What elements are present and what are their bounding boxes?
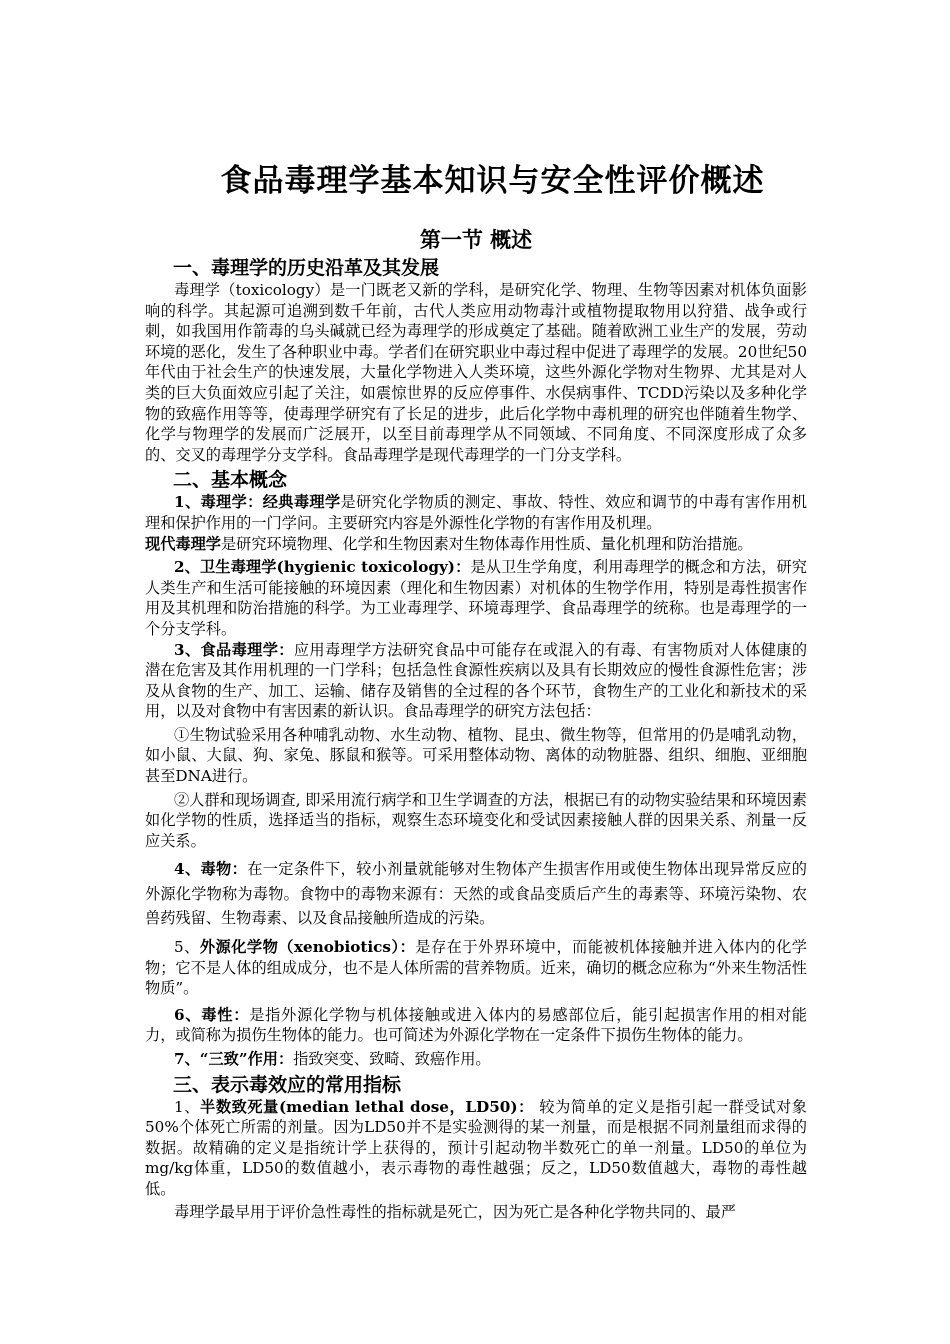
paragraph-concept-3-method-2: ②人群和现场调查, 即采用流行病学和卫生学调查的方法，根据已有的动物实验结果和环境因素如化学物的性质，选择适当的指标，观察生态环境变化和受试因素接触人群的因果关系、剂量一反应关系。 xyxy=(145,790,807,850)
paragraph-concept-7 xyxy=(145,1049,807,1070)
concept-3-term: 3、食品毒理学： xyxy=(174,640,294,659)
concept-4-term: 4、毒物： xyxy=(174,860,248,879)
paragraph-indicator-1 xyxy=(145,1097,807,1200)
paragraph-concept-6 xyxy=(145,1005,807,1046)
concept-1-term-modern: 现代毒理学 xyxy=(145,534,221,553)
concept-1-text: 是研究化学物质的测定、事故、特性、效应和调节的中毒有害作用机理和保护作用的一门学问。主要研究内容是外源性化学物的有害作用及机理。 xyxy=(145,493,807,532)
concept-5-term: 外源化学物（xenobiotics）： xyxy=(199,937,416,956)
concept-6-term: 6、毒性： xyxy=(174,1005,250,1024)
section-title: 第一节 概述 xyxy=(419,228,533,252)
document-body xyxy=(145,224,807,1223)
concept-7-term: 7、“三致”作用： xyxy=(174,1049,294,1068)
concept-5-text: 是存在于外界环境中，而能被机体接触并进入体内的化学物；它不是人体的组成成分，也不是人体所需的营养物质。近来，确切的概念应称为“外来生物活性物质”。 xyxy=(145,937,807,998)
document-title: 食品毒理学基本知识与安全性评价概述 xyxy=(220,163,765,199)
indicator-1-term: 半数致死量(median lethal dose，LD50)： xyxy=(200,1097,534,1116)
indicator-1-text: 较为简单的定义是指引起一群受试对象50%个体死亡所需的剂量。因为LD50并不是实验测得的某一剂量，而是根据不同剂量组而求得的数据。故精确的定义是指统计学上获得的，预计引起动物半数死亡的单一剂量。LD50的单位为mg/kg体重，LD50的数值越小，表示毒物的毒性越强；反之，LD50数值越大，毒物的毒性越低。 xyxy=(145,1097,807,1198)
paragraph-history: 毒理学（toxicology）是一门既老又新的学科，是研究化学、物理、生物等因素对机体负面影响的科学。其起源可追溯到数千年前，古代人类应用动物毒汁或植物提取物用以狩猎、战争或行刺，如我国用作箭毒的乌头碱就已经为毒理学的形成奠定了基础。随着欧洲工业生产的发展，劳动环境的恶化，发生了各种职业中毒。学者们在研究职业中毒过程中促进了毒理学的发展。20世纪50年代由于社会生产的快速发展，大量化学物进入人类环境，这些外源化学物对生物界、尤其是对人类的巨大负面效应引起了关注，如震惊世界的反应停事件、水俣病事件、TCDD污染以及多种化学物的致癌作用等等，使毒理学研究有了长足的进步，此后化学物中毒机理的研究也伴随着生物学、化学与物理学的发展而广泛展开，以至目前毒理学从不同领域、不同角度、不同深度形成了众多的、交叉的毒理学分支学科。食品毒理学是现代毒理学的一门分支学科。 xyxy=(145,281,807,464)
concept-6-text: 是指外源化学物与机体接触或进入体内的易感部位后，能引起损害作用的相对能力，或简称为损伤生物体的能力。也可简述为外源化学物在一定条件下损伤生物体的能力。 xyxy=(145,1005,807,1045)
concept-7-text: 指致突变、致畸、致癌作用。 xyxy=(293,1049,491,1068)
paragraph-concept-1 xyxy=(145,492,807,554)
concept-2-text: 是从卫生学角度，利用毒理学的概念和方法，研究人类生产和生活可能接触的环境因素（理化和生物因素）对机体的生物学作用，特别是毒性损害作用及其机理和防治措施的科学。为工业毒理学、环境毒理学、食品毒理学的统称。也是毒理学的一个分支学科。 xyxy=(145,558,807,638)
indicator-1-number: 1、 xyxy=(174,1097,201,1116)
concept-1-term: 1、毒理学：经典毒理学 xyxy=(174,493,341,512)
concept-1-text-modern: 是研究环境物理、化学和生物因素对生物体毒作用性质、量化机理和防治措施。 xyxy=(220,534,753,553)
paragraph-last: 毒理学最早用于评价急性毒性的指标就是死亡，因为死亡是各种化学物共同的、最严 xyxy=(174,1203,736,1222)
heading-history: 一、毒理学的历史沿革及其发展 xyxy=(173,257,440,279)
heading-basic-concepts: 二、基本概念 xyxy=(173,469,288,492)
paragraph-concept-5 xyxy=(145,937,807,999)
concept-2-term: 2、卫生毒理学(hygienic toxicology)： xyxy=(174,558,471,577)
paragraph-concept-4 xyxy=(145,857,807,931)
paragraph-concept-3 xyxy=(145,640,807,722)
concept-5-number: 5、 xyxy=(174,937,200,956)
concept-3-text: 应用毒理学方法研究食品中可能存在或混入的有毒、有害物质对人体健康的潜在危害及其作用机理的一门学科；包括急性食源性疾病以及具有长期效应的慢性食源性危害；涉及从食物的生产、加工、运输、储存及销售的全过程的各个环节，食物生产的工业化和新技术的采用，以及对食物中有害因素的新认识。食品毒理学的研究方法包括： xyxy=(145,640,807,721)
paragraph-concept-3-method-1: ①生物试验采用各种哺乳动物、水生动物、植物、昆虫、微生物等，但常用的仍是哺乳动物，如小鼠、大鼠、狗、家兔、豚鼠和猴等。可采用整体动物、离体的动物脏器、组织、细胞、亚细胞甚至DNA进行。 xyxy=(145,725,807,786)
paragraph-concept-2 xyxy=(145,557,807,639)
heading-toxicity-indicators: 三、表示毒效应的常用指标 xyxy=(173,1073,402,1096)
concept-4-text: 在一定条件下，较小剂量就能够对生物体产生损害作用或使生物体出现异常反应的外源化学物称为毒物。食物中的毒物来源有：天然的或食品变质后产生的毒素等、环境污染物、农兽药残留、生物毒素、以及食品接触所造成的污染。 xyxy=(145,860,807,928)
